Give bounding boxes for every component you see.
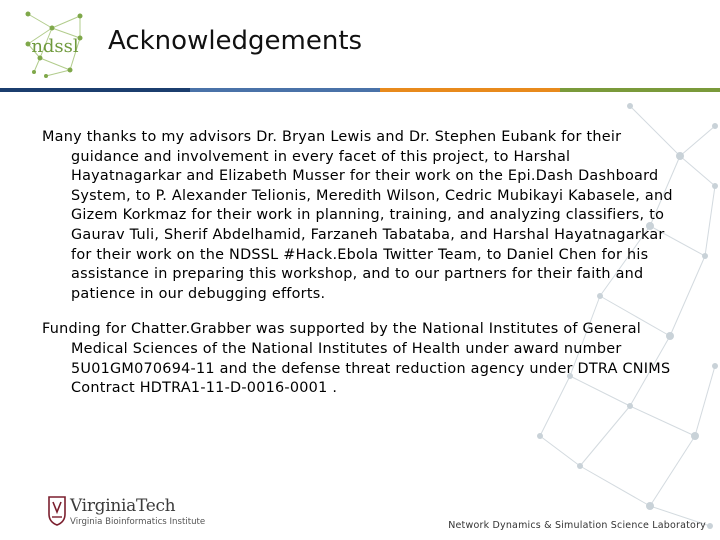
rule-segment-green xyxy=(560,88,720,92)
ndssl-logo-text: ndssl xyxy=(31,36,79,57)
ndssl-logo-graphic xyxy=(22,8,88,80)
rule-segment-navy xyxy=(0,88,190,92)
page-title: Acknowledgements xyxy=(108,26,363,56)
acknowledgements-body xyxy=(42,128,682,415)
vt-name: VirginiaTech xyxy=(70,496,176,516)
vt-shield-icon xyxy=(48,496,66,526)
header-rule xyxy=(0,88,720,92)
thanks-paragraph: Many thanks to my advisors Dr. Bryan Lewis and Dr. Stephen Eubank for their guidance and involvement in every facet of this project, to Harshal Hayatnagarkar and Elizabeth Musser for their work on the Epi.Dash Dashboard System, to P. Alexander Telionis, Meredith Wilson, Cedric Mubikayi Kabasele, and Gizem Korkmaz for their work in planning, training, and analyzing classifiers, to Gaurav Tuli, Sherif Abdelhamid, Farzaneh Tabataba, and Harshal Hayatnagarkar for their work on the NDSSL #Hack.Ebola Twitter Team, to Daniel Chen for his assistance in preparing this workshop, and to our partners for their faith and patience in our debugging efforts. xyxy=(42,129,673,302)
rule-segment-blue xyxy=(190,88,380,92)
funding-paragraph: Funding for Chatter.Grabber was supported by the National Institutes of General Medical Sciences of the National Institutes of Health under award number 5U01GM070694-11 and the defense threat reduction agency under DTRA CNIMS Contract HDTRA1-11-D-0016-0001 . xyxy=(42,321,671,397)
virginia-tech-logo xyxy=(48,496,218,532)
vt-subtitle: Virginia Bioinformatics Institute xyxy=(70,517,206,527)
ndssl-logo xyxy=(22,8,88,80)
lab-name: Network Dynamics & Simulation Science Laboratory xyxy=(448,520,706,531)
rule-segment-orange xyxy=(380,88,560,92)
